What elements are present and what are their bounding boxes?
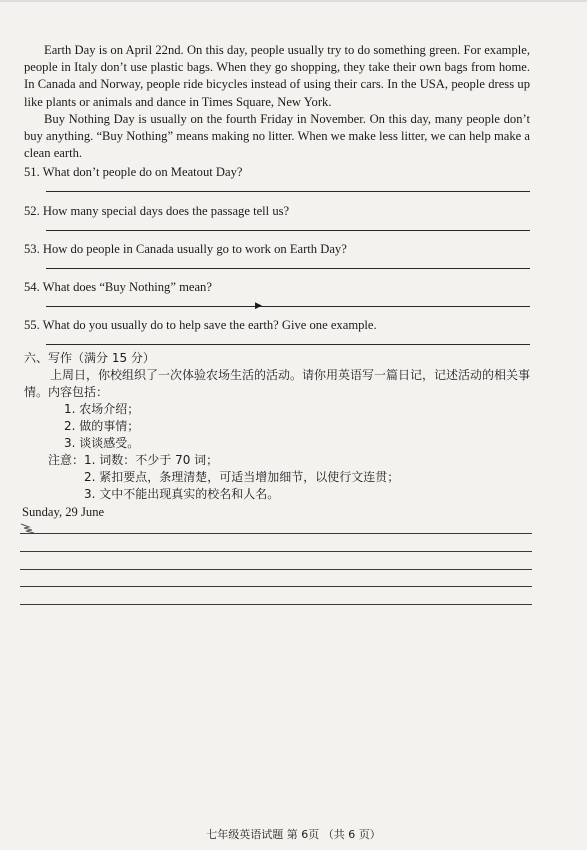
note-item-3: 3. 文中不能出现真实的校名和人名。	[84, 487, 280, 501]
question-54: 54. What does “Buy Nothing” mean?	[24, 280, 212, 294]
writing-line-3[interactable]	[20, 569, 532, 570]
answer-line-54[interactable]	[46, 306, 530, 307]
content-item-2: 2. 做的事情；	[64, 419, 140, 433]
writing-line-2[interactable]	[20, 551, 532, 552]
content-item-1: 1. 农场介绍；	[64, 402, 140, 416]
answer-line-51[interactable]	[46, 191, 530, 192]
page-footer: 七年级英语试题 第 6页 （共 6 页）	[206, 828, 381, 841]
pen-scribble	[20, 518, 50, 534]
passage-paragraph-1: Earth Day is on April 22nd. On this day, people usually try to do something green. For example, people in Italy don’t use plastic bags. When they go shopping, they take their own bags from home. In Canada and Norway, people ride bicycles instead of using their cars. In the USA, people dress up like plants or animals and dance in Times Square, New York.	[24, 43, 530, 109]
writing-line-4[interactable]	[20, 586, 532, 587]
question-53: 53. How do people in Canada usually go to work on Earth Day?	[24, 242, 347, 256]
content-item-3: 3. 谈谈感受。	[64, 436, 140, 450]
passage-paragraph-2: Buy Nothing Day is usually on the fourth Friday in November. On this day, many people don’t buy anything. “Buy Nothing” means making no litter. When we make less litter, we can help make a clean earth.	[24, 112, 530, 161]
mouse-cursor-icon: ▶	[255, 300, 262, 310]
question-51: 51. What don’t people do on Meatout Day?	[24, 165, 243, 179]
notes-label: 注意：1. 词数：不少于 70 词；	[48, 453, 219, 467]
answer-line-52[interactable]	[46, 230, 530, 231]
note-item-2: 2. 紧扣要点，条理清楚，可适当增加细节，以使行文连贯；	[84, 470, 400, 484]
writing-line-1[interactable]	[20, 533, 532, 534]
writing-section-title: 六、写作（满分 15 分）	[24, 351, 155, 365]
writing-line-5[interactable]	[20, 604, 532, 605]
top-edge	[0, 0, 587, 2]
answer-line-53[interactable]	[46, 268, 530, 269]
answer-line-55[interactable]	[46, 344, 530, 345]
diary-date: Sunday, 29 June	[22, 505, 105, 519]
question-55: 55. What do you usually do to help save the earth? Give one example.	[24, 318, 377, 332]
writing-instructions: 上周日，你校组织了一次体验农场生活的活动。请你用英语写一篇日记，记述活动的相关事情。内容包括：	[24, 368, 531, 399]
question-52: 52. How many special days does the passage tell us?	[24, 204, 290, 218]
